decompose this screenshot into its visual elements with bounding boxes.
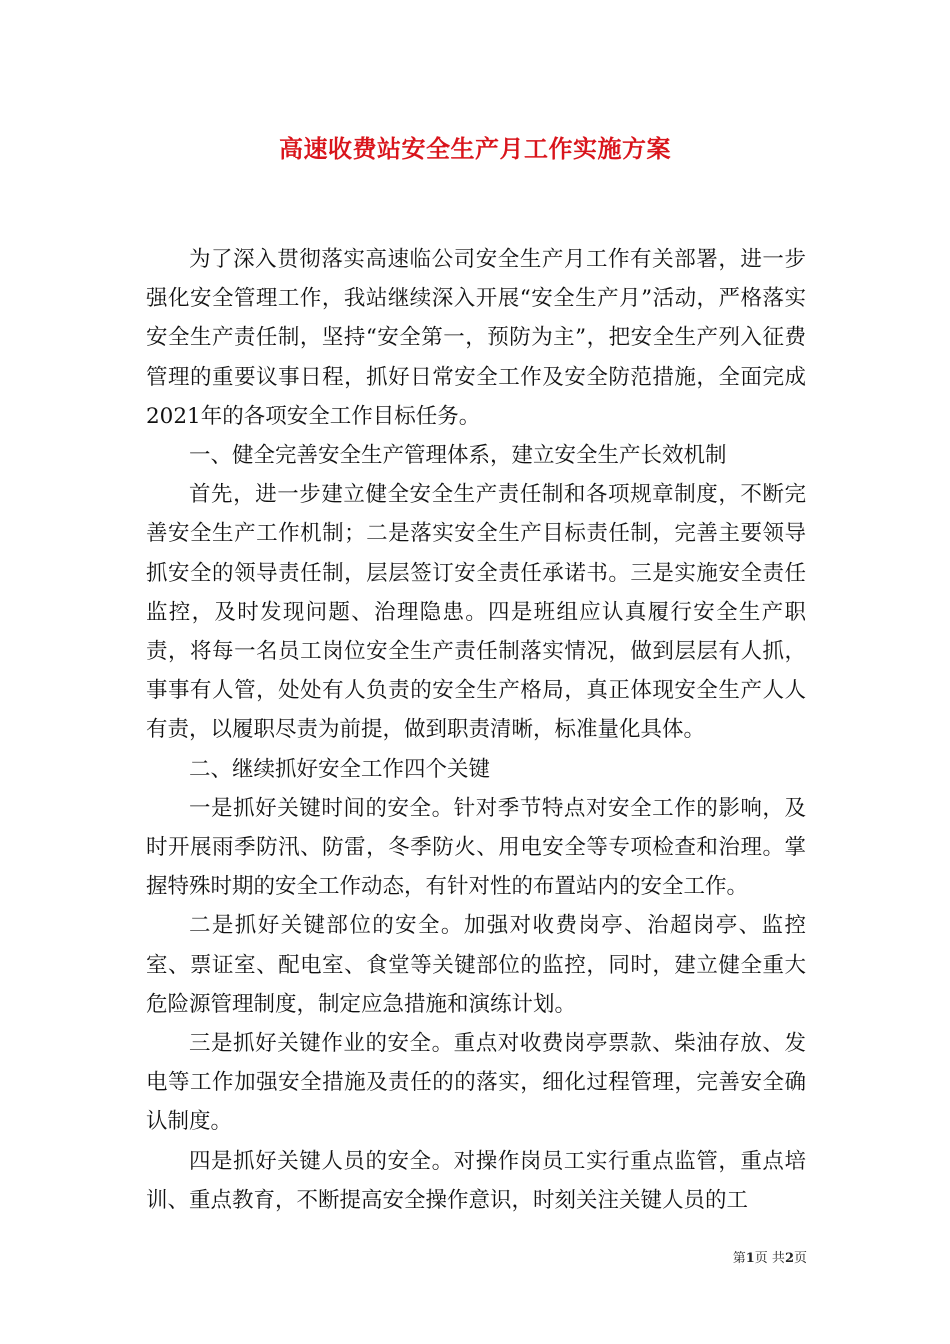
document-body [146, 240, 806, 1220]
section-heading-1: 一、健全完善安全生产管理体系，建立安全生产长效机制 [189, 443, 727, 469]
paragraph-key-operation: 三是抓好关键作业的安全。重点对收费岗亭票款、柴油存放、发电等工作加强安全措施及责任的的落实，细化过程管理，完善安全确认制度。 [146, 1031, 806, 1135]
footer-suffix: 页 [793, 1251, 807, 1266]
footer-total-pages: 2 [784, 1251, 794, 1266]
paragraph-key-time: 一是抓好关键时间的安全。针对季节特点对安全工作的影响，及时开展雨季防汛、防雷，冬季防火、用电安全等专项检查和治理。掌握特殊时期的安全工作动态，有针对性的布置站内的安全工作。 [146, 795, 806, 900]
paragraph-key-location: 二是抓好关键部位的安全。加强对收费岗亭、治超岗亭、监控室、票证室、配电室、食堂等关键部位的监控，同时，建立健全重大危险源管理制度，制定应急措施和演练计划。 [146, 913, 806, 1017]
paragraph-intro: 为了深入贯彻落实高速临公司安全生产月工作有关部署，进一步强化安全管理工作，我站继续深入开展“安全生产月”活动，严格落实安全生产责任制，坚持“安全第一，预防为主”，把安全生产列入征费管理的重要议事日程，抓好日常安全工作及安全防范措施，全面完成2021年的各项安全工作目标任务。 [146, 247, 806, 429]
page-number-footer [733, 1249, 807, 1269]
footer-prefix: 第 [732, 1251, 746, 1266]
document-title: 高速收费站安全生产月工作实施方案 [279, 134, 671, 163]
paragraph-section-1: 首先，进一步建立健全安全生产责任制和各项规章制度，不断完善安全生产工作机制；二是落实安全生产目标责任制，完善主要领导抓安全的领导责任制，层层签订安全责任承诺书。三是实施安全责任监控，及时发现问题、治理隐患。四是班组应认真履行安全生产职责，将每一名员工岗位安全生产责任制落实情况，做到层层有人抓，事事有人管，处处有人负责的安全生产格局，真正体现安全生产人人有责，以履职尽责为前提，做到职责清晰，标准量化具体。 [146, 482, 806, 743]
paragraph-key-personnel: 四是抓好关键人员的安全。对操作岗员工实行重点监管，重点培训、重点教育，不断提高安全操作意识，时刻关注关键人员的工 [146, 1148, 806, 1213]
footer-current-page: 1 [745, 1251, 755, 1266]
section-heading-2: 二、继续抓好安全工作四个关键 [189, 756, 491, 782]
footer-middle: 页 共 [754, 1251, 785, 1266]
